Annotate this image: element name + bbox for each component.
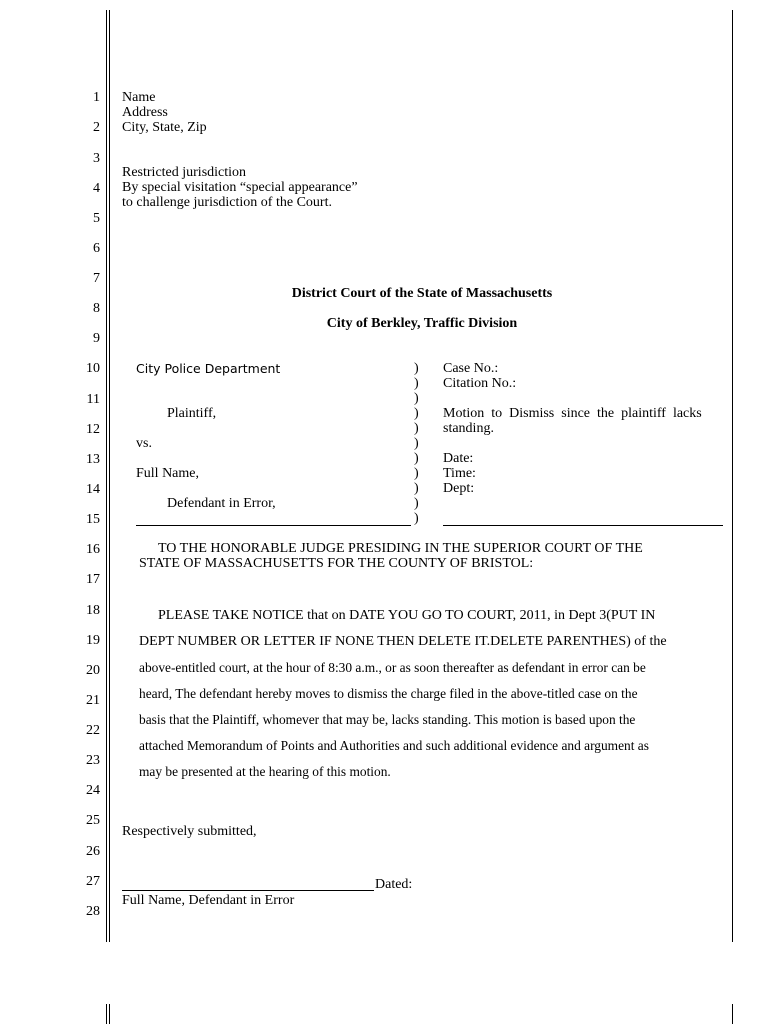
line-number: 24 [86,783,100,798]
line-number: 2 [93,120,100,135]
line-number: 25 [86,813,100,828]
right-margin-rule [732,10,733,942]
date-label: Date: [443,451,474,466]
line-number: 23 [86,753,100,768]
next-page-left-rule-outer [106,1004,107,1024]
line-number: 21 [86,693,100,708]
caption-parenthesis-column [414,361,426,526]
next-page-right-rule [732,1004,733,1024]
paren-mark: ) [414,451,419,466]
plaintiff-name: City Police Department [136,361,281,376]
court-division: City of Berkley, Traffic Division [326,316,518,331]
line-number: 1 [93,90,100,105]
line-number: 27 [86,874,100,889]
line-number: 17 [86,572,100,587]
line-number: 15 [86,512,100,527]
jurisdiction-line: By special visitation “special appearance” [122,180,358,195]
time-label: Time: [443,466,476,481]
motion-title-line2: standing. [443,421,494,436]
dept-label: Dept: [443,481,475,496]
notice-line: heard, The defendant hereby moves to dismiss the charge filed in the above-titled case on the [139,686,638,701]
line-number: 7 [93,271,100,286]
defendant-name: Full Name, [136,466,199,481]
paren-mark: ) [414,391,419,406]
line-number: 10 [86,361,100,376]
party-city-state-zip: City, State, Zip [122,120,207,135]
line-number: 26 [86,844,100,859]
line-number: 13 [86,452,100,467]
line-number: 11 [86,392,100,407]
notice-line: attached Memorandum of Points and Authorities and such additional evidence and argument as [139,738,649,753]
signature-line [122,890,374,891]
court-title: District Court of the State of Massachusetts [291,286,553,301]
line-number: 6 [93,241,100,256]
motion-title-line1: Motion to Dismiss since the plaintiff lacks [443,406,702,421]
line-number: 28 [86,904,100,919]
line-number: 5 [93,211,100,226]
address-line1: TO THE HONORABLE JUDGE PRESIDING IN THE SUPERIOR COURT OF THE [158,541,643,556]
line-number: 18 [86,603,100,618]
left-margin-rule-inner [109,10,110,942]
paren-mark: ) [414,361,419,376]
defendant-role: Defendant in Error, [167,496,276,511]
paren-mark: ) [414,421,419,436]
paren-mark: ) [414,496,419,511]
paren-mark: ) [414,436,419,451]
address-line2: STATE OF MASSACHUSETTS FOR THE COUNTY OF BRISTOL: [139,556,534,571]
jurisdiction-line: Restricted jurisdiction [122,165,247,180]
party-address: Address [122,105,168,120]
paren-mark: ) [414,511,419,526]
party-name: Name [122,90,156,105]
case-number-label: Case No.: [443,361,499,376]
dated-label: Dated: [375,877,413,892]
jurisdiction-line: to challenge jurisdiction of the Court. [122,195,332,210]
notice-line: may be presented at the hearing of this motion. [139,764,391,779]
line-number: 12 [86,422,100,437]
line-number: 14 [86,482,100,497]
line-number: 8 [93,301,100,316]
paren-mark: ) [414,481,419,496]
line-number: 16 [86,542,100,557]
paren-mark: ) [414,376,419,391]
line-number: 19 [86,633,100,648]
caption-right-underline [443,525,723,526]
line-number: 9 [93,331,100,346]
notice-line: basis that the Plaintiff, whomever that may be, lacks standing. This motion is based upon the [139,712,636,727]
plaintiff-role: Plaintiff, [167,406,217,421]
paren-mark: ) [414,406,419,421]
citation-number-label: Citation No.: [443,376,517,391]
caption-left-underline [136,525,411,526]
next-page-left-rule-inner [109,1004,110,1024]
line-number: 20 [86,663,100,678]
notice-line: above-entitled court, at the hour of 8:30 a.m., or as soon thereafter as defendant in error can be [139,660,646,675]
versus-label: vs. [136,436,152,451]
line-number: 4 [93,181,100,196]
signature-name: Full Name, Defendant in Error [122,893,295,908]
line-number: 3 [93,151,100,166]
left-margin-rule-outer [106,10,107,942]
paren-mark: ) [414,466,419,481]
submitted-text: Respectively submitted, [122,824,257,839]
notice-line: DEPT NUMBER OR LETTER IF NONE THEN DELETE IT.DELETE PARENTHES) of the [139,634,667,649]
notice-line: PLEASE TAKE NOTICE that on DATE YOU GO TO COURT, 2011, in Dept 3(PUT IN [158,608,656,623]
line-number: 22 [86,723,100,738]
